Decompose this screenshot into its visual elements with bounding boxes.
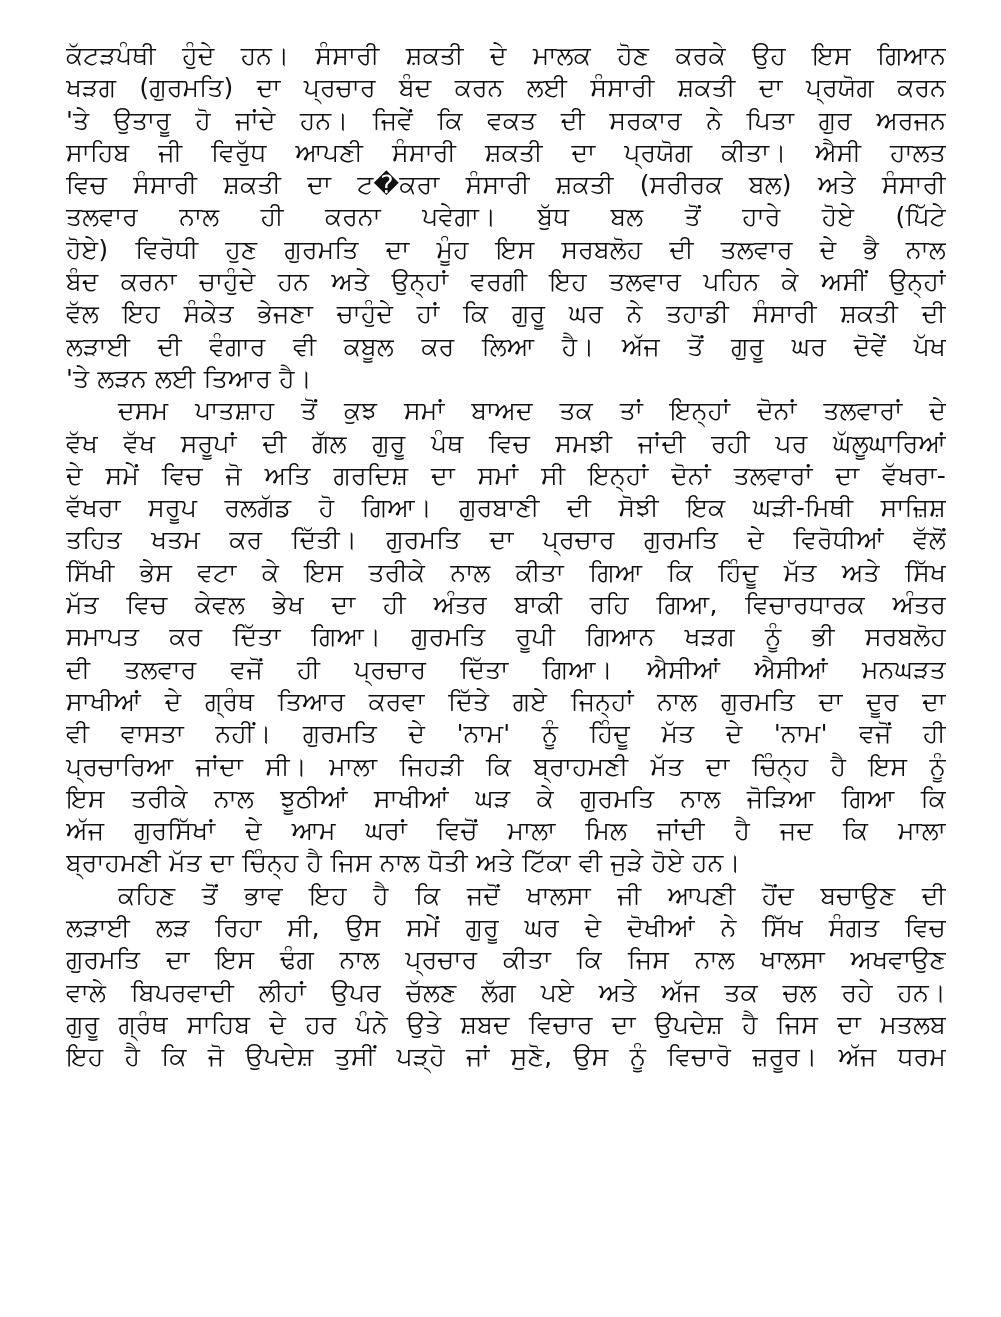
paragraph — [66, 395, 946, 879]
text-line: ਦੇ ਸਮੇਂ ਵਿਚ ਜੋ ਅਤਿ ਗਰਦਿਸ਼ ਦਾ ਸਮਾਂ ਸੀ ਇਨ੍ਹਾਂ ਦੋਨਾਂ ਤਲਵਾਰਾਂ ਦਾ ਵੱਖਰਾ- — [66, 460, 946, 490]
text-line: ਵੱਲ ਇਹ ਸੰਕੇਤ ਭੇਜਣਾ ਚਾਹੁੰਦੇ ਹਾਂ ਕਿ ਗੁਰੂ ਘਰ ਨੇ ਤਹਾਡੀ ਸੰਸਾਰੀ ਸ਼ਕਤੀ ਦੀ — [66, 299, 946, 329]
text-line: ਬ੍ਰਾਹਮਣੀ ਮੱਤ ਦਾ ਚਿੰਨ੍ਹ ਹੈ ਜਿਸ ਨਾਲ ਧੋਤੀ ਅਤੇ ਟਿੱਕਾ ਵੀ ਜੁੜੇ ਹੋਏ ਹਨ। — [66, 848, 741, 878]
text-line: ਵੱਖ ਵੱਖ ਸਰੂਪਾਂ ਦੀ ਗੱਲ ਗੁਰੂ ਪੰਥ ਵਿਚ ਸਮਝੀ ਜਾਂਦੀ ਰਹੀ ਪਰ ਘੱਲੂਘਾਰਿਆਂ — [66, 428, 946, 458]
text-line: ਕੱਟੜਪੰਥੀ ਹੁੰਦੇ ਹਨ। ਸੰਸਾਰੀ ਸ਼ਕਤੀ ਦੇ ਮਾਲਕ ਹੋਣ ਕਰਕੇ ਉਹ ਇਸ ਗਿਆਨ — [66, 41, 946, 70]
body-text — [66, 40, 946, 1074]
text-line: 'ਤੇ ਲੜਨ ਲਈ ਤਿਆਰ ਹੈ। — [66, 363, 312, 393]
text-line: ਦਸਮ ਪਾਤਸ਼ਾਹ ਤੋਂ ਕੁਝ ਸਮਾਂ ਬਾਅਦ ਤਕ ਤਾਂ ਇਨ੍ਹਾਂ ਦੋਨਾਂ ਤਲਵਾਰਾਂ ਦੇ — [118, 396, 946, 426]
text-line: 'ਤੇ ਉਤਾਰੂ ਹੋ ਜਾਂਦੇ ਹਨ। ਜਿਵੇਂ ਕਿ ਵਕਤ ਦੀ ਸਰਕਾਰ ਨੇ ਪਿਤਾ ਗੁਰ ਅਰਜਨ — [66, 105, 946, 135]
text-line: ਸਮਾਪਤ ਕਰ ਦਿੱਤਾ ਗਿਆ। ਗੁਰਮਤਿ ਰੂਪੀ ਗਿਆਨ ਖੜਗ ਨੂੰ ਭੀ ਸਰਬਲੋਹ — [66, 622, 946, 652]
text-line: ਵੀ ਵਾਸਤਾ ਨਹੀਂ। ਗੁਰਮਤਿ ਦੇ 'ਨਾਮ' ਨੂੰ ਹਿੰਦੂ ਮੱਤ ਦੇ 'ਨਾਮ' ਵਜੋਂ ਹੀ — [66, 719, 946, 749]
text-line: ਦੀ ਤਲਵਾਰ ਵਜੋਂ ਹੀ ਪ੍ਰਚਾਰ ਦਿੱਤਾ ਗਿਆ। ਐਸੀਆਂ ਐਸੀਆਂ ਮਨਘੜਤ — [66, 654, 946, 684]
text-line: ਮੱਤ ਵਿਚ ਕੇਵਲ ਭੇਖ ਦਾ ਹੀ ਅੰਤਰ ਬਾਕੀ ਰਹਿ ਗਿਆ, ਵਿਚਾਰਧਾਰਕ ਅੰਤਰ — [66, 590, 946, 620]
text-line: ਤਲਵਾਰ ਨਾਲ ਹੀ ਕਰਨਾ ਪਵੇਗਾ। ਬੁੱਧ ਬਲ ਤੋਂ ਹਾਰੇ ਹੋਏ (ਪਿੱਟੇ — [66, 202, 946, 232]
text-line: ਵੱਖਰਾ ਸਰੂਪ ਰਲਗੱਡ ਹੋ ਗਿਆ। ਗੁਰਬਾਣੀ ਦੀ ਸੋਝੀ ਇਕ ਘੜੀ-ਮਿਥੀ ਸਾਜ਼ਿਸ਼ — [66, 493, 946, 523]
text-line: ਇਸ ਤਰੀਕੇ ਨਾਲ ਝੂਠੀਆਂ ਸਾਖੀਆਂ ਘੜ ਕੇ ਗੁਰਮਤਿ ਨਾਲ ਜੋੜਿਆ ਗਿਆ ਕਿ — [66, 783, 946, 813]
text-line: ਪ੍ਰਚਾਰਿਆ ਜਾਂਦਾ ਸੀ। ਮਾਲਾ ਜਿਹੜੀ ਕਿ ਬ੍ਰਾਹਮਣੀ ਮੱਤ ਦਾ ਚਿੰਨ੍ਹ ਹੈ ਇਸ ਨੂੰ — [66, 751, 946, 781]
text-line: ਤਹਿਤ ਖਤਮ ਕਰ ਦਿੱਤੀ। ਗੁਰਮਤਿ ਦਾ ਪ੍ਰਚਾਰ ਗੁਰਮਤਿ ਦੇ ਵਿਰੋਧੀਆਂ ਵੱਲੋਂ — [66, 525, 946, 555]
text-line: ਬੰਦ ਕਰਨਾ ਚਾਹੁੰਦੇ ਹਨ ਅਤੇ ਉਨ੍ਹਾਂ ਵਰਗੀ ਇਹ ਤਲਵਾਰ ਪਹਿਨ ਕੇ ਅਸੀਂ ਉਨ੍ਹਾਂ — [66, 267, 946, 297]
text-line: ਅੱਜ ਗੁਰਸਿੱਖਾਂ ਦੇ ਆਮ ਘਰਾਂ ਵਿਚੋਂ ਮਾਲਾ ਮਿਲ ਜਾਂਦੀ ਹੈ ਜਦ ਕਿ ਮਾਲਾ — [66, 816, 946, 846]
text-line: ਸਾਖੀਆਂ ਦੇ ਗ੍ਰੰਥ ਤਿਆਰ ਕਰਵਾ ਦਿੱਤੇ ਗਏ ਜਿਨ੍ਹਾਂ ਨਾਲ ਗੁਰਮਤਿ ਦਾ ਦੂਰ ਦਾ — [66, 686, 946, 716]
text-line: ਕਹਿਣ ਤੋਂ ਭਾਵ ਇਹ ਹੈ ਕਿ ਜਦੋਂ ਖਾਲਸਾ ਜੀ ਆਪਣੀ ਹੋਂਦ ਬਚਾਉਣ ਦੀ — [118, 880, 946, 910]
text-line: ਸਾਹਿਬ ਜੀ ਵਿਰੁੱਧ ਆਪਣੀ ਸੰਸਾਰੀ ਸ਼ਕਤੀ ਦਾ ਪ੍ਰਯੋਗ ਕੀਤਾ। ਐਸੀ ਹਾਲਤ — [66, 137, 946, 167]
text-line: ਖੜਗ (ਗੁਰਮਤਿ) ਦਾ ਪ੍ਰਚਾਰ ਬੰਦ ਕਰਨ ਲਈ ਸੰਸਾਰੀ ਸ਼ਕਤੀ ਦਾ ਪ੍ਰਯੋਗ ਕਰਨ — [66, 73, 946, 103]
text-line: ਇਹ ਹੈ ਕਿ ਜੋ ਉਪਦੇਸ਼ ਤੁਸੀਂ ਪੜ੍ਹੋ ਜਾਂ ਸੁਣੋ, ਉਸ ਨੂੰ ਵਿਚਾਰੋ ਜ਼ਰੂਰ। ਅੱਜ ਧਰਮ — [66, 1042, 946, 1072]
text-line: ਹੋਏ) ਵਿਰੋਧੀ ਹੁਣ ਗੁਰਮਤਿ ਦਾ ਮੂੰਹ ਇਸ ਸਰਬਲੋਹ ਦੀ ਤਲਵਾਰ ਦੇ ਭੈ ਨਾਲ — [66, 234, 946, 264]
text-line: ਗੁਰੂ ਗ੍ਰੰਥ ਸਾਹਿਬ ਦੇ ਹਰ ਪੰਨੇ ਉਤੇ ਸ਼ਬਦ ਵਿਚਾਰ ਦਾ ਉਪਦੇਸ਼ ਹੈ ਜਿਸ ਦਾ ਮਤਲਬ — [66, 1009, 946, 1039]
text-line: ਲੜਾਈ ਲੜ ਰਿਹਾ ਸੀ, ਉਸ ਸਮੇਂ ਗੁਰੂ ਘਰ ਦੇ ਦੋਖੀਆਂ ਨੇ ਸਿੱਖ ਸੰਗਤ ਵਿਚ — [66, 913, 946, 943]
text-line: ਵਿਚ ਸੰਸਾਰੀ ਸ਼ਕਤੀ ਦਾ ਟ�ਕਰਾ ਸੰਸਾਰੀ ਸ਼ਕਤੀ (ਸਰੀਰਕ ਬਲ) ਅਤੇ ਸੰਸਾਰੀ — [66, 170, 946, 200]
text-line: ਗੁਰਮਤਿ ਦਾ ਇਸ ਢੰਗ ਨਾਲ ਪ੍ਰਚਾਰ ਕੀਤਾ ਕਿ ਜਿਸ ਨਾਲ ਖਾਲਸਾ ਅਖਵਾਉਣ — [66, 945, 946, 975]
paragraph — [66, 880, 946, 1074]
paragraph — [66, 40, 946, 395]
text-line: ਵਾਲੇ ਬਿਪਰਵਾਦੀ ਲੀਹਾਂ ਉਪਰ ਚੱਲਣ ਲੱਗ ਪਏ ਅਤੇ ਅੱਜ ਤਕ ਚਲ ਰਹੇ ਹਨ। — [66, 977, 946, 1007]
text-line: ਲੜਾਈ ਦੀ ਵੰਗਾਰ ਵੀ ਕਬੂਲ ਕਰ ਲਿਆ ਹੈ। ਅੱਜ ਤੋਂ ਗੁਰੂ ਘਰ ਦੋਵੇਂ ਪੱਖ — [66, 331, 946, 361]
text-line: ਸਿੱਖੀ ਭੇਸ ਵਟਾ ਕੇ ਇਸ ਤਰੀਕੇ ਨਾਲ ਕੀਤਾ ਗਿਆ ਕਿ ਹਿੰਦੂ ਮੱਤ ਅਤੇ ਸਿੱਖ — [66, 557, 946, 587]
